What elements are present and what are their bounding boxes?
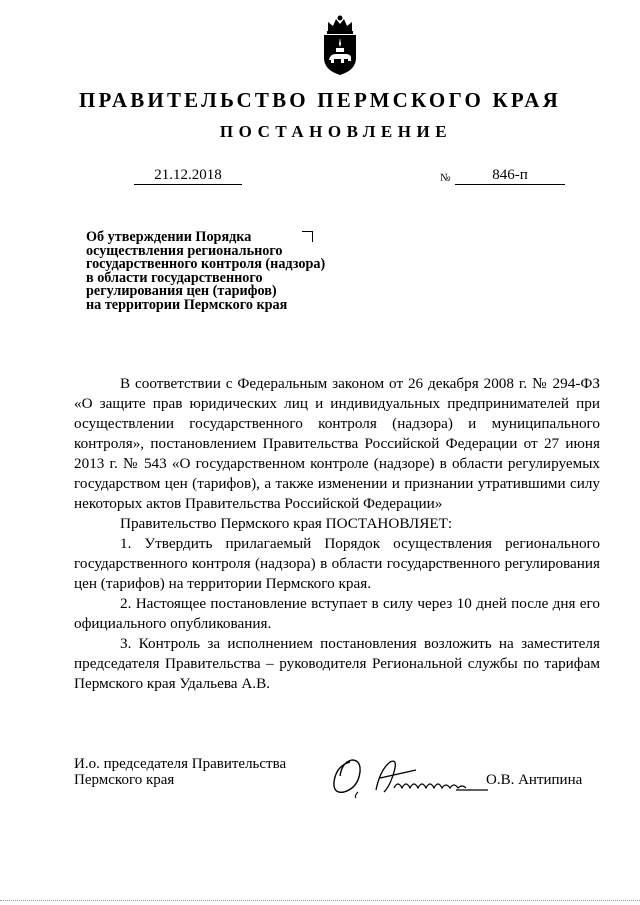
signatory-role — [74, 757, 286, 788]
subject-line: на территории Пермского края — [86, 296, 288, 313]
number-sign: № — [440, 172, 451, 184]
government-title: ПРАВИТЕЛЬСТВО ПЕРМСКОГО КРАЯ — [78, 88, 561, 112]
subject-line: в области государственного — [86, 269, 263, 286]
document-body — [74, 374, 600, 694]
subject-corner-mark — [302, 231, 313, 242]
resolution-paragraph: Правительство Пермского края ПОСТАНОВЛЯЕТ: — [120, 515, 453, 532]
subject-line: осуществления регионального — [86, 242, 283, 259]
clause-paragraph: 3. Контроль за исполнением постановления возложить на заместителя председателя Правительства – руководителя Региональной службы по тарифам Пермского края Удальева А.В. — [74, 635, 600, 692]
document-subject — [86, 231, 386, 313]
handwritten-signature-icon — [328, 752, 496, 800]
document-type: ПОСТАНОВЛЕНИЕ — [219, 122, 453, 141]
document-date: 21.12.2018 — [134, 167, 242, 185]
signatory-role-line: И.о. председателя Правительства — [74, 756, 287, 772]
clause-paragraph: 2. Настоящее постановление вступает в силу через 10 дней после дня его официального опубликования. — [74, 595, 600, 632]
signatory-name: О.В. Антипина — [486, 772, 583, 788]
subject-line: государственного контроля (надзора) — [86, 256, 326, 273]
signatory-role-line: Пермского края — [74, 771, 175, 788]
subject-line: регулирования цен (тарифов) — [86, 283, 277, 300]
preamble-paragraph: В соответствии с Федеральным законом от 26 декабря 2008 г. № 294-ФЗ «О защите прав юридических лиц и индивидуальных предпринимателей при осуществлении государственного контроля (надзора) и муниципального контроля», постановлением Правительства Российской Федерации от 27 июня 2013 г. № 543 «О государственном контроле (надзоре) в области регулируемых государством цен (тарифов), а также изменении и признании утратившими силу некоторых актов Правительства Российской Федерации» — [74, 375, 600, 512]
coat-of-arms-icon — [320, 14, 360, 76]
subject-line: Об утверждении Порядка — [86, 229, 252, 245]
document-number: 846-п — [455, 167, 565, 185]
page-edge — [0, 900, 640, 901]
clause-paragraph: 1. Утвердить прилагаемый Порядок осуществления регионального государственного контроля (надзора) в области государственного регулирования цен (тарифов) на территории Пермского края. — [74, 535, 600, 592]
